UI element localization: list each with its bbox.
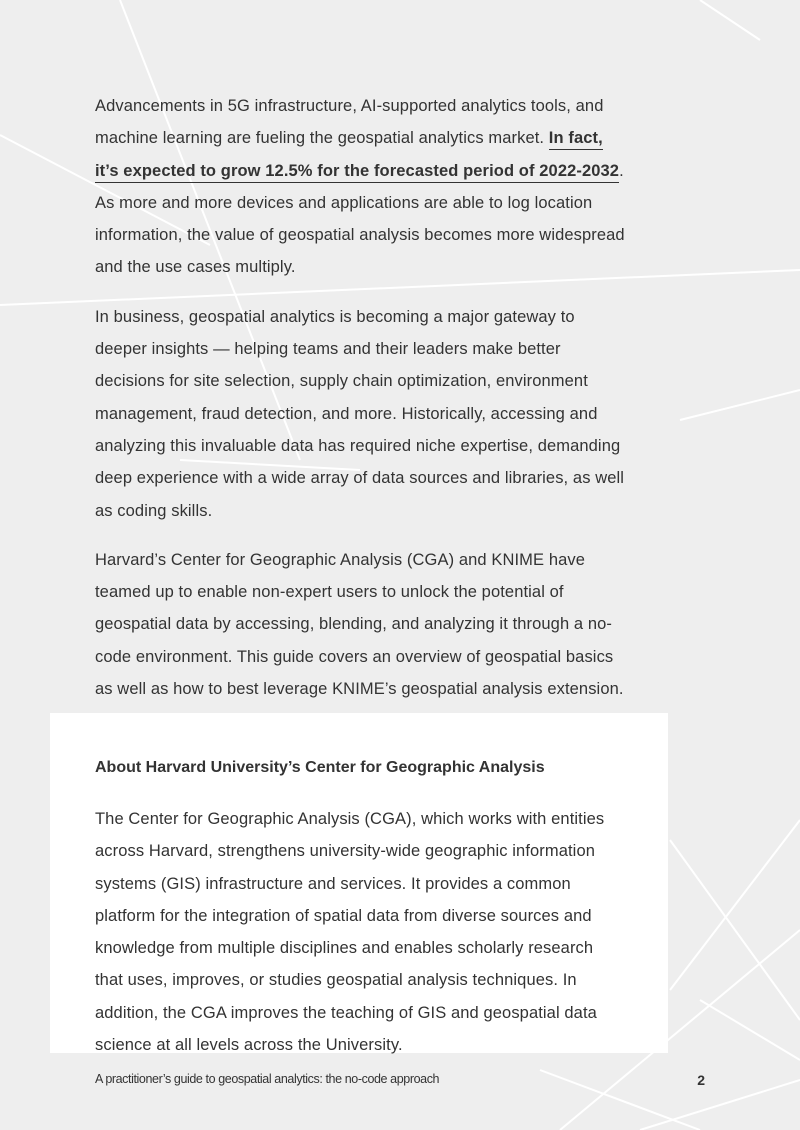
page-number: 2	[697, 1072, 705, 1088]
main-content	[95, 90, 630, 787]
about-cga-box	[50, 713, 668, 1053]
paragraph-market-intro: Advancements in 5G infrastructure, AI-supported analytics tools, and machine learning are fueling the geospatial analytics market.	[95, 97, 604, 148]
paragraph-partnership: Harvard’s Center for Geographic Analysis (CGA) and KNIME have teamed up to enable non-expert users to unlock the potential of geospatial data by accessing, blending, and analyzing it through a no-code environment. This guide covers an overview of geospatial basics as well as how to best leverage KNIME’s geospatial analysis extension.	[95, 550, 624, 699]
page-footer	[95, 1072, 705, 1092]
about-title: About Harvard University’s Center for Geographic Analysis	[95, 759, 545, 776]
market-growth-link[interactable]: In fact, it’s expected to grow 12.5% for the forecasted period of 2022-2032	[95, 129, 619, 182]
paragraph-market	[95, 90, 630, 284]
about-body: The Center for Geographic Analysis (CGA), which works with entities across Harvard, strengthens university-wide geographic information systems (GIS) infrastructure and services. It provides a common platform for the integration of spatial data from diverse sources and knowledge from multiple disciplines and enables scholarly research that uses, improves, or studies geospatial analysis techniques. In addition, the CGA improves the teaching of GIS and geospatial data science at all levels across the University.	[95, 810, 605, 1055]
paragraph-market-rest: . As more and more devices and applications are able to log location information, the value of geospatial analysis becomes more widespread and the use cases multiply.	[95, 161, 625, 277]
footer-title: A practitioner’s guide to geospatial analytics: the no-code approach	[95, 1072, 440, 1086]
paragraph-business: In business, geospatial analytics is becoming a major gateway to deeper insights — helping teams and their leaders make better decisions for site selection, supply chain optimization, environment management, fraud detection, and more. Historically, accessing and analyzing this invaluable data has required niche expertise, demanding deep experience with a wide array of data sources and libraries, as well as coding skills.	[95, 307, 625, 520]
